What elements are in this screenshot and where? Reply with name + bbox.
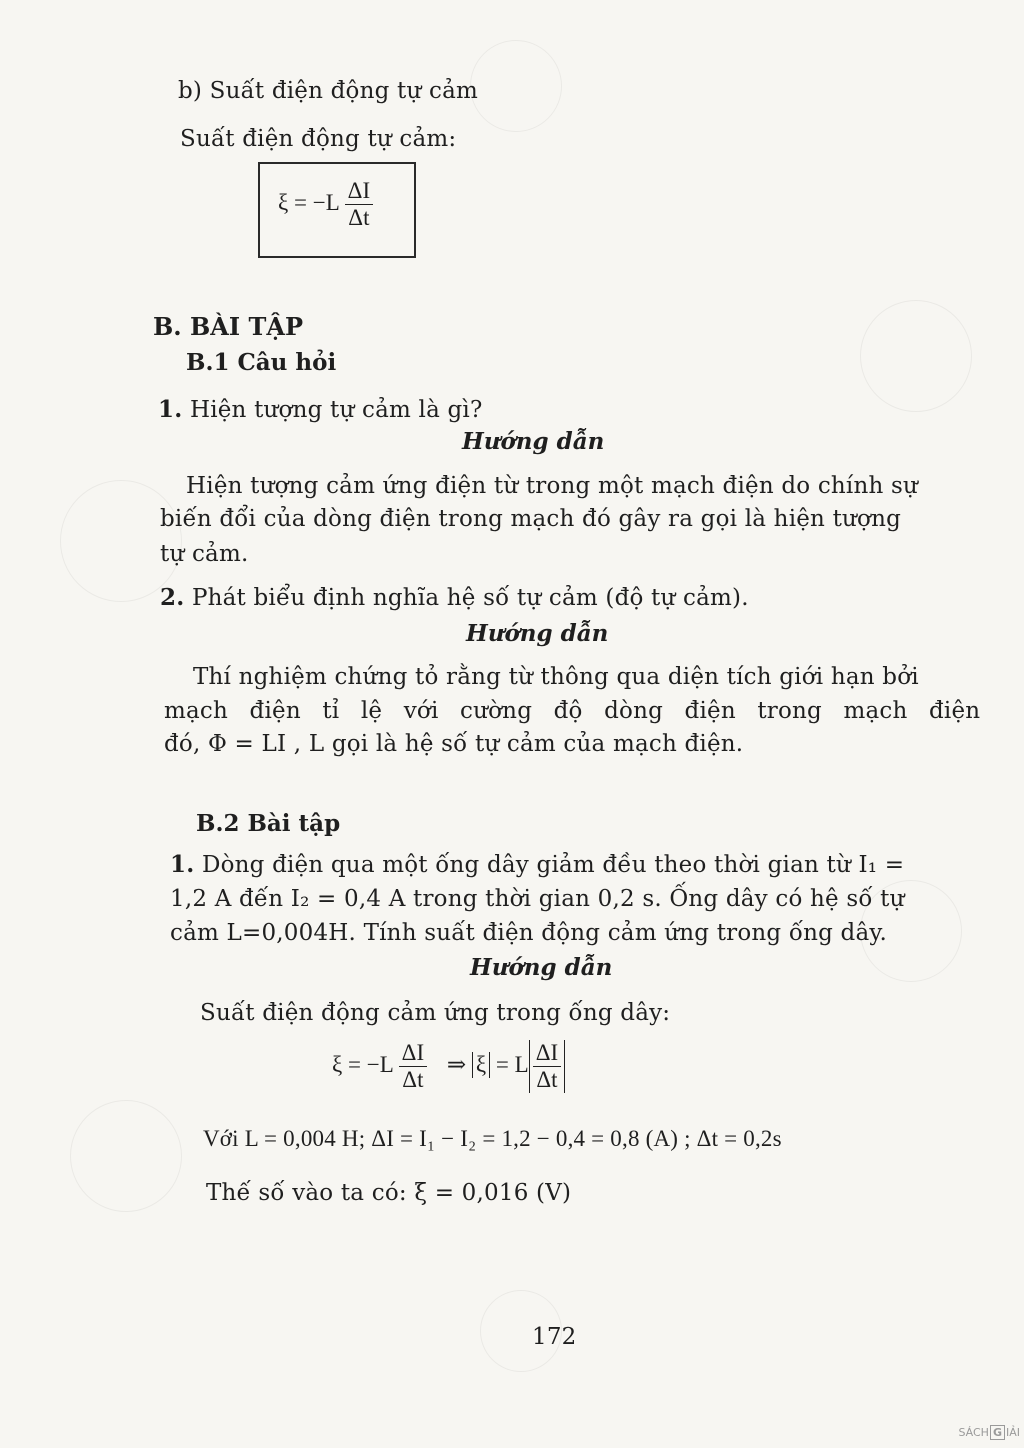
answer-line: Thí nghiệm chứng tỏ rằng từ thông qua diện tích giới hạn bởi xyxy=(193,664,919,690)
watermark-letter: G xyxy=(990,1425,1005,1440)
exercises-heading: B. BÀI TẬP xyxy=(153,312,304,341)
formula-lhs: ξ = −L xyxy=(278,189,339,215)
answer-line: đó, Φ = LI , L gọi là hệ số tự cảm của mạch điện. xyxy=(164,731,744,757)
subsection-exercises: B.2 Bài tập xyxy=(196,810,341,837)
watermark-logo xyxy=(958,1425,1020,1440)
equation-fraction xyxy=(533,1040,561,1093)
implies-arrow: ⇒ xyxy=(446,1051,467,1077)
equation-denominator: Δt xyxy=(402,1067,424,1092)
guide-heading: Hướng dẫn xyxy=(466,620,609,647)
question-2 xyxy=(160,584,749,611)
self-emf-label: Suất điện động tự cảm: xyxy=(180,126,457,152)
question-1 xyxy=(158,396,483,423)
problem-text: Dòng điện qua một ống dây giảm đều theo thời gian từ I₁ = xyxy=(201,852,905,878)
answer-line: biến đổi của dòng điện trong mạch đó gây ra gọi là hiện tượng xyxy=(160,506,902,532)
equation-mid: = L xyxy=(490,1051,529,1077)
formula xyxy=(278,178,373,231)
solution-label: Suất điện động cảm ứng trong ống dây: xyxy=(200,1000,671,1026)
guide-heading: Hướng dẫn xyxy=(470,954,613,981)
answer-line: mạch điện tỉ lệ với cường độ dòng điện trong mạch điện xyxy=(164,698,981,724)
background-mark xyxy=(860,300,972,412)
equation-fraction xyxy=(399,1040,427,1093)
formula-box xyxy=(258,162,416,258)
problem-line: 1,2 A đến I₂ = 0,4 A trong thời gian 0,2 s. Ống dây có hệ số tự xyxy=(170,886,905,912)
result-line: Thế số vào ta có: ξ = 0,016 (V) xyxy=(206,1180,572,1206)
background-mark xyxy=(70,1100,182,1212)
watermark-text: SÁCH xyxy=(958,1426,989,1439)
guide-heading: Hướng dẫn xyxy=(462,428,605,455)
equation-numerator: ΔI xyxy=(399,1040,427,1067)
answer-line: Hiện tượng cảm ứng điện từ trong một mạch điện do chính sự xyxy=(186,473,919,499)
abs-fraction xyxy=(529,1040,565,1093)
formula-denominator: Δt xyxy=(348,205,370,230)
question-number: 1. xyxy=(158,396,183,423)
problem-line: cảm L=0,004H. Tính suất điện động cảm ứng trong ống dây. xyxy=(170,920,888,946)
formula-fraction xyxy=(345,178,373,231)
watermark-text: IẢI xyxy=(1005,1426,1020,1439)
equation-numerator: ΔI xyxy=(533,1040,561,1067)
question-text: Phát biểu định nghĩa hệ số tự cảm (độ tự cảm). xyxy=(191,585,749,611)
question-text: Hiện tượng tự cảm là gì? xyxy=(189,397,483,423)
answer-line: tự cảm. xyxy=(160,541,249,567)
formula-numerator: ΔI xyxy=(345,178,373,205)
problem-1-line xyxy=(170,851,904,878)
equation-denominator: Δt xyxy=(536,1067,558,1092)
values-line: Với L = 0,004 H; ΔI = I₁ − I₂ = 1,2 − 0,4 = 0,8 (A) ; Δt = 0,2s xyxy=(203,1126,782,1151)
problem-number: 1. xyxy=(170,851,195,878)
subsection-questions: B.1 Câu hỏi xyxy=(186,349,337,376)
page-number: 172 xyxy=(532,1324,577,1350)
background-mark xyxy=(470,40,562,132)
solution-equation xyxy=(332,1040,565,1093)
abs-xi: ξ xyxy=(472,1052,490,1078)
section-b-title: b) Suất điện động tự cảm xyxy=(178,78,479,104)
question-number: 2. xyxy=(160,584,185,611)
equation-lhs: ξ = −L xyxy=(332,1051,393,1077)
